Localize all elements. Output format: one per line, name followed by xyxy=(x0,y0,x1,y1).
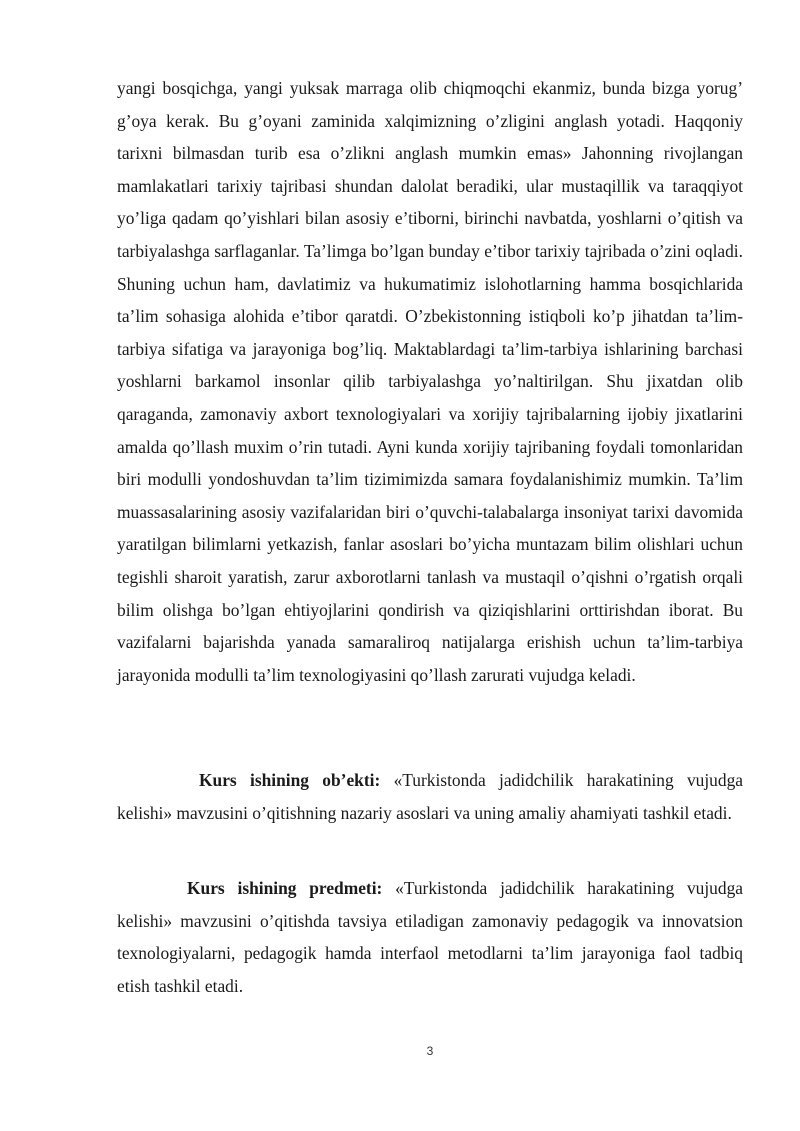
page-number: 3 xyxy=(426,1044,434,1058)
course-subject-paragraph xyxy=(117,872,743,1002)
course-object-paragraph xyxy=(117,764,743,829)
course-subject-heading: Kurs ishining predmeti: xyxy=(187,878,383,898)
course-object-heading: Kurs ishining ob’ekti: xyxy=(199,770,381,790)
course-subject-text: «Turkistonda jadidchilik harakatining vujudga kelishi» mavzusini o’qitishda tavsiya etiladigan zamonaviy pedagogik va innovatsion texnologiyalarni, pedagogik hamda interfaol metodlarni ta’lim jarayoniga faol tadbiq etish tashkil etadi. xyxy=(117,878,743,996)
course-object-text: «Turkistonda jadidchilik harakatining vujudga kelishi» mavzusini o’qitishning nazariy asoslari va uning amaliy ahamiyati tashkil etadi. xyxy=(117,770,743,823)
body-paragraph-intro: yangi bosqichga, yangi yuksak marraga olib chiqmoqchi ekanmiz, bunda bizga yorug’ g’oya kerak. Bu g’oyani zaminida xalqimizning o’zligini anglash yotadi. Haqqoniy tarixni bilmasdan turib esa o’zlikni anglash mumkin emas» Jahonning rivojlangan mamlakatlari tarixiy tajribasi shundan dalolat beradiki, ular mustaqillik va taraqqiyot yo’liga qadam qo’yishlari bilan asosiy e’tiborni, birinchi navbatda, yoshlarni o’qitish va tarbiyalashga sarflaganlar. Ta’limga bo’lgan bunday e’tibor tarixiy tajribada o’zini oqladi. Shuning uchun ham, davlatimiz va hukumatimiz islohotlarning hamma bosqichlarida ta’lim sohasiga alohida e’tibor qaratdi. O’zbekistonning istiqboli ko’p jihatdan ta’lim-tarbiya sifatiga va jarayoniga bog’liq. Maktablardagi ta’lim-tarbiya ishlarining barchasi yoshlarni barkamol insonlar qilib tarbiyalashga yo’naltirilgan. Shu jixatdan olib qaraganda, zamonaviy axbort texnologiyalari va xorijiy tajribalarning ijobiy jixatlarini amalda qo’llash muxim o’rin tutadi. Ayni kunda xorijiy tajribaning foydali tomonlaridan biri modulli yondoshuvdan ta’lim tizimimizda samara foydalanishimiz mumkin. Ta’lim muassasalarining asosiy vazifalaridan biri o’quvchi-talabalarga insoniyat tarixi davomida yaratilgan bilimlarni yetkazish, fanlar asoslari bo’yicha muntazam bilim olishlari uchun tegishli sharoit yaratish, zarur axborotlarni tanlash va mustaqil o’qishni o’rgatish orqali bilim olishga bo’lgan ehtiyojlarini qondirish va qiziqishlarini orttirishdan iborat. Bu vazifalarni bajarishda yanada samaraliroq natijalarga erishish uchun ta’lim-tarbiya jarayonida modulli ta’lim texnologiyasini qo’llash zarurati vujudga keladi. xyxy=(117,78,743,685)
